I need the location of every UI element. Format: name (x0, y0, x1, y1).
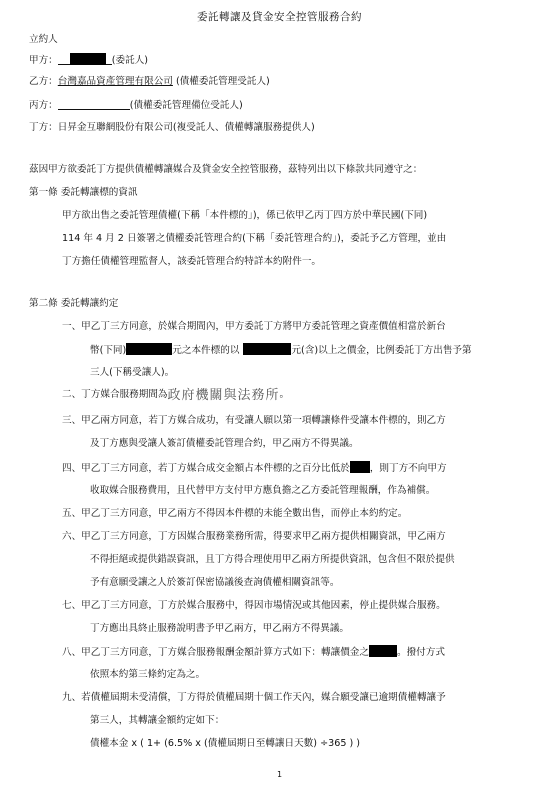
item-4-line-2: 收取媒合服務費用，且代替甲方支付甲方應負擔之乙方委託管理報酬，作為補償。 (90, 485, 436, 496)
party-b-line (29, 75, 270, 88)
item-3-line-2: 及丁方應與受讓人簽訂債權委託管理合約，甲乙兩方不得異議。 (90, 438, 359, 449)
item-2-period: 。 (279, 389, 290, 400)
item-8-text-a: 八、甲乙丁三方同意，丁方媒合服務報酬金額計算方式如下：轉讓價金之 (62, 647, 369, 658)
item-1-line-2 (90, 343, 472, 357)
party-c-suffix: (債權委託管理備位受託人) (129, 100, 243, 111)
item-8-line-1 (62, 645, 445, 659)
item-8-text-b: 。撥付方式 (397, 647, 445, 658)
article-2-heading: 第二條 委託轉讓約定 (29, 298, 119, 309)
item-7-line-2: 丁方應出具終止服務說明書予甲乙兩方，甲乙兩方不得異議。 (90, 623, 350, 634)
item-7-line-1: 七、甲乙丁三方同意，丁方於媒合服務中，得因市場情況或其他因素，停止提供媒合服務。 (62, 600, 446, 611)
item-1-text-b: 元之本件標的以 (172, 345, 240, 356)
item-4-text-b: ，則丁方不向甲方 (369, 463, 447, 474)
party-a-line (29, 53, 148, 67)
article-1-line-2: 114 年 4 月 2 日簽署之債權委託管理合約(下稱「委託管理合約」)，委託予乙方管理，並由 (62, 233, 447, 244)
article-1-line-3: 丁方擔任債權管理監督人，該委託管理合約特詳本約附件一。 (62, 256, 322, 267)
item-9-line-1: 九、若債權屆期未受清償，丁方得於債權屆期十個工作天內，媒合願受讓已逾期債權轉讓予 (62, 692, 446, 703)
item-6-line-1: 六、甲乙丁三方同意，丁方因媒合服務業務所需，得要求甲乙兩方提供相關資訊，甲乙兩方 (62, 531, 446, 542)
item-9-line-2: 第三人，其轉讓金額約定如下： (90, 715, 225, 726)
item-8-line-2: 依照本約第三條約定為之。 (90, 669, 206, 680)
item-4-text-a: 四、甲乙丁三方同意，若丁方媒合成交金額占本件標的之百分比低於 (62, 463, 350, 474)
period-redaction-stamp: 政府機關與法務所 (167, 388, 280, 403)
transfer-formula: 債權本金 x ( 1+ (6.5% x (債權屆期日至轉讓日天數) ÷365 ) ) (90, 738, 361, 749)
article-1-line-1: 甲方欲出售之委託管理債權(下稱「本件標的」)，係已依甲乙丙丁四方於中華民國(下同) (62, 210, 428, 221)
party-b-suffix: (債權委託管理受託人) (175, 76, 270, 87)
preamble: 茲因甲方欲委託丁方提供債權轉讓媒合及貸金安全控管服務，茲特列出以下條款共同遵守之： (29, 164, 423, 175)
party-a-suffix: (委託人) (111, 55, 149, 66)
party-c-blank (58, 98, 130, 110)
party-c-line (29, 98, 243, 112)
party-a-prefix: 甲方： (29, 55, 58, 66)
item-1-text-c: 元(含)以上之價金，比例委託丁方出售予第 (291, 345, 472, 356)
item-2-text: 二、丁方媒合服務期間為 (62, 389, 168, 400)
amount-redaction-1 (126, 343, 172, 355)
party-d-line: 丁方：日昇金互聯網股份有限公司(複受託人、債權轉讓服務提供人) (29, 122, 315, 133)
parties-heading: 立約人 (29, 34, 58, 45)
party-a-underline (58, 53, 70, 65)
party-a-redaction (70, 53, 106, 65)
amount-redaction-2 (243, 343, 291, 355)
fee-redaction (369, 645, 397, 657)
percent-redaction (350, 461, 370, 473)
article-1-heading: 第一條 委託轉讓標的資訊 (29, 187, 138, 198)
party-c-prefix: 丙方： (29, 100, 58, 111)
item-4-line-1 (62, 461, 447, 475)
contract-title: 委託轉讓及貸金安全控管服務合約 (197, 11, 362, 23)
item-2-line (62, 388, 289, 402)
item-1-text-a: 幣(下同) (90, 345, 127, 356)
item-1-line-1: 一、甲乙丁三方同意，於媒合期間內，甲方委託丁方將甲方委託管理之資產價值相當於新台 (62, 321, 446, 332)
page-number: 1 (276, 770, 283, 779)
item-3-line-1: 三、甲乙兩方同意，若丁方媒合成功，有受讓人願以第一項轉讓條件受讓本件標的，則乙方 (62, 415, 446, 426)
item-6-line-3: 予有意願受讓之人於簽訂保密協議後查詢債權相關資訊等。 (90, 577, 340, 588)
item-1-line-3: 三人(下稱受讓人)。 (90, 367, 175, 378)
party-b-company: 台灣嘉品資產管理有限公司 (57, 76, 173, 87)
item-5-line: 五、甲乙丁三方同意，甲乙兩方不得因本件標的未能全數出售，而停止本約約定。 (62, 508, 408, 519)
item-6-line-2: 不得拒絕或提供錯誤資訊，且丁方得合理使用甲乙兩方所提供資訊，包含但不限於提供 (90, 554, 455, 565)
party-b-prefix: 乙方： (29, 76, 58, 87)
